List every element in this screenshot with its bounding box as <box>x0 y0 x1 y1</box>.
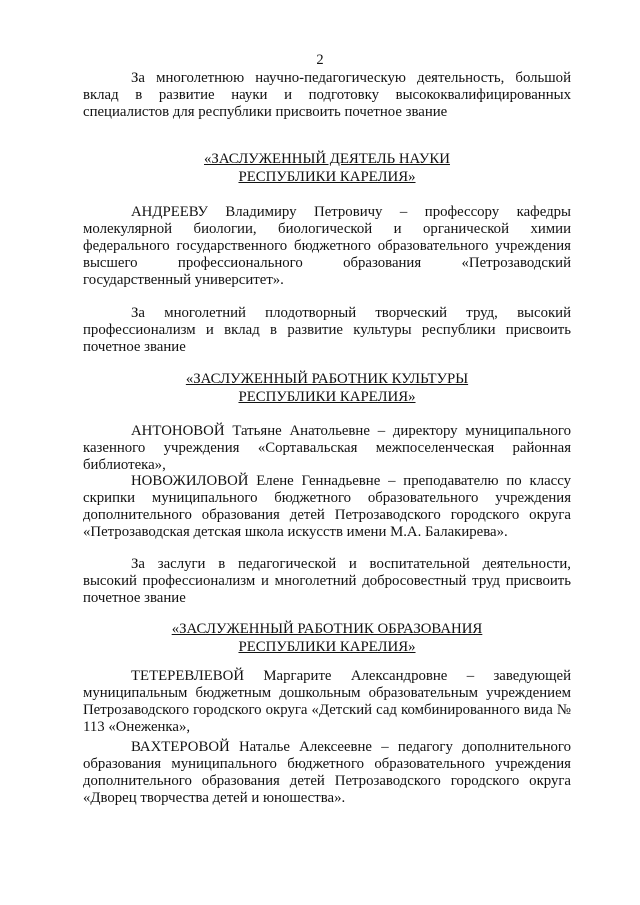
section-intro: За многолетнюю научно-педагогическую деятельность, большой вклад в развитие науки и подготовку высококвалифицированных специалистов для республики присвоить почетное звание <box>83 70 571 120</box>
honorary-title <box>83 150 571 186</box>
honorary-title-line: «ЗАСЛУЖЕННЫЙ РАБОТНИК ОБРАЗОВАНИЯ <box>171 621 483 637</box>
awardee-paragraph: ТЕТЕРЕВЛЕВОЙ Маргарите Александровне – заведующей муниципальным бюджетным дошкольным образовательным учреждением Петрозаводского городского округа «Детский сад комбинированного вида № 113 «Онеженка», <box>83 668 571 735</box>
honorary-title-line: «ЗАСЛУЖЕННЫЙ РАБОТНИК КУЛЬТУРЫ <box>185 371 469 387</box>
awardee-paragraph: ВАХТЕРОВОЙ Наталье Алексеевне – педагогу дополнительного образования муниципального бюджетного образовательного учреждения дополнительного образования детей Петрозаводского городского округа «Дворец творчества детей и юношества». <box>83 739 571 806</box>
honorary-title-line: РЕСПУБЛИКИ КАРЕЛИЯ» <box>238 169 416 185</box>
honorary-title <box>83 370 571 406</box>
page-number: 2 <box>316 52 324 68</box>
awardee-paragraph: АНДРЕЕВУ Владимиру Петровичу – профессору кафедры молекулярной биологии, биологической и органической химии федерального государственного бюджетного образовательного учреждения высшего профессионального образования «Петрозаводский государственный университет». <box>83 204 571 288</box>
honorary-title-line: РЕСПУБЛИКИ КАРЕЛИЯ» <box>238 389 416 405</box>
section-intro: За заслуги в педагогической и воспитательной деятельности, высокий профессионализм и многолетний добросовестный труд присвоить почетное звание <box>83 556 571 606</box>
honorary-title <box>83 620 571 656</box>
awardee-paragraph: АНТОНОВОЙ Татьяне Анатольевне – директору муниципального казенного учреждения «Сортавальская межпоселенческая районная библиотека», <box>83 423 571 473</box>
honorary-title-line: РЕСПУБЛИКИ КАРЕЛИЯ» <box>238 639 416 655</box>
awardee-paragraph: НОВОЖИЛОВОЙ Елене Геннадьевне – преподавателю по классу скрипки муниципального бюджетного образовательного учреждения дополнительного образования детей Петрозаводского городского округа «Петрозаводская детская школа искусств имени М.А. Балакирева». <box>83 473 571 540</box>
section-intro: За многолетний плодотворный творческий труд, высокий профессионализм и вклад в развитие культуры республики присвоить почетное звание <box>83 305 571 355</box>
honorary-title-line: «ЗАСЛУЖЕННЫЙ ДЕЯТЕЛЬ НАУКИ <box>204 151 450 167</box>
